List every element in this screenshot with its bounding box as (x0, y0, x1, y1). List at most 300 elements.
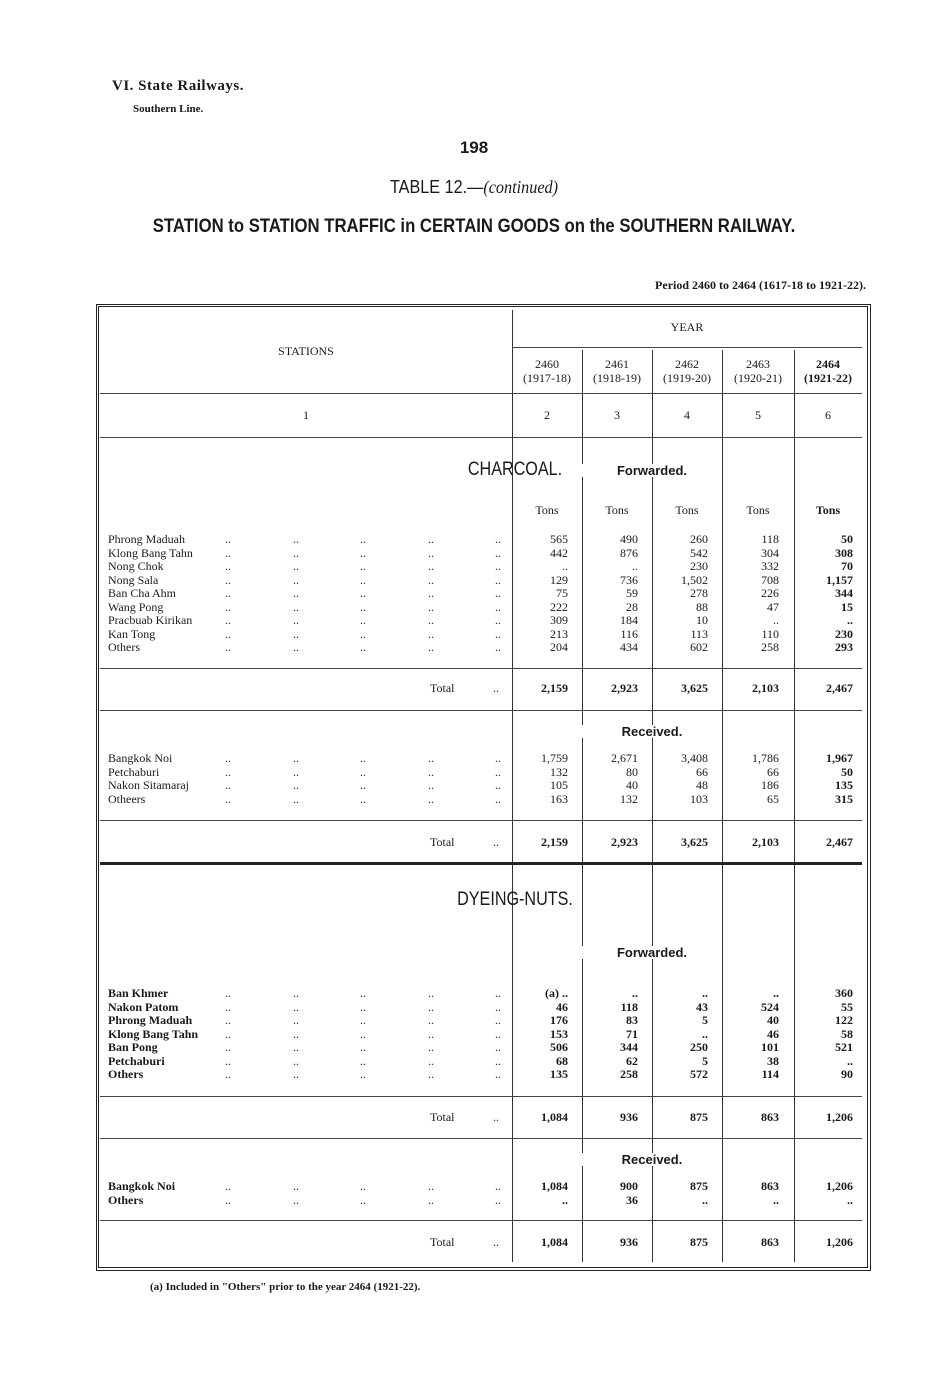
leader-dots: .. (360, 586, 366, 600)
station-name: Nakon Patom (108, 999, 179, 1014)
leader-dots: .. (428, 791, 434, 806)
leader-dots: .. (225, 559, 231, 573)
column-divider (652, 350, 653, 1262)
total-value: 1,084 (541, 1235, 568, 1249)
total-value: 1,206 (826, 1110, 853, 1124)
footnote: (a) Included in "Others" prior to the year 2464 (1921-22). (150, 1281, 421, 1293)
leader-dots: .. (360, 1067, 366, 1081)
year-ce: (1921-22) (804, 371, 852, 385)
leader-dots: .. (293, 1179, 299, 1193)
total-value: 2,467 (826, 835, 853, 849)
cell-value: 258 (620, 1067, 638, 1081)
leader-dots: .. (428, 1040, 434, 1054)
cell-value: 46 (556, 999, 568, 1014)
cell-value: 46 (767, 1026, 779, 1041)
leader-dots: .. (293, 1013, 299, 1027)
leader-dots: .. (293, 640, 299, 654)
leader-dots: .. (428, 1192, 434, 1207)
column-number: 3 (614, 408, 620, 422)
cell-value: 708 (761, 572, 779, 587)
leader-dots: .. (225, 764, 231, 779)
leader-dots: .. (493, 1235, 499, 1249)
station-name: Otheers (108, 791, 146, 806)
year-be: 2464 (816, 357, 840, 371)
total-label: Total (430, 681, 455, 695)
unit-label: Tons (815, 503, 841, 517)
total-label: Total (430, 1110, 455, 1124)
cell-value: 222 (550, 599, 568, 614)
cell-value: 38 (767, 1053, 779, 1068)
unit-label: Tons (605, 503, 629, 517)
leader-dots: .. (428, 599, 434, 614)
cell-value: 213 (550, 626, 568, 641)
leader-dots: .. (225, 613, 231, 627)
year-be: 2460 (535, 357, 559, 371)
block-label: Received. (582, 1153, 722, 1166)
cell-value: 55 (841, 999, 853, 1014)
cell-value: 118 (761, 532, 779, 546)
cell-value: 10 (696, 613, 708, 627)
cell-value: 75 (556, 586, 568, 600)
cell-value: 1,967 (826, 751, 853, 765)
leader-dots: .. (493, 681, 499, 695)
cell-value: 521 (835, 1040, 853, 1054)
cell-value: 153 (550, 1026, 568, 1041)
leader-dots: .. (495, 986, 501, 1000)
leader-dots: .. (495, 572, 501, 587)
leader-dots: .. (225, 986, 231, 1000)
cell-value: 900 (620, 1179, 638, 1193)
leader-dots: .. (495, 1026, 501, 1041)
leader-dots: .. (360, 572, 366, 587)
cell-value: 66 (696, 764, 708, 779)
section-heading: VI. State Railways. (112, 78, 244, 94)
rule (100, 710, 862, 711)
station-name: Kan Tong (108, 626, 156, 641)
year-ce: (1920-21) (734, 371, 782, 385)
cell-value: 116 (620, 626, 638, 641)
leader-dots: .. (225, 640, 231, 654)
leader-dots: .. (225, 1013, 231, 1027)
total-value: 2,923 (611, 835, 638, 849)
cell-value: 309 (550, 613, 568, 627)
total-value: 2,103 (752, 835, 779, 849)
cell-value: 83 (626, 1013, 638, 1027)
cell-value: 50 (841, 532, 853, 546)
leader-dots: .. (225, 532, 231, 546)
leader-dots: .. (293, 1053, 299, 1068)
cell-value: 304 (761, 545, 779, 560)
leader-dots: .. (225, 626, 231, 641)
leader-dots: .. (428, 764, 434, 779)
cell-value: 332 (761, 559, 779, 573)
cell-value: 48 (696, 778, 708, 792)
total-value: 863 (761, 1110, 779, 1124)
cell-value: 230 (690, 559, 708, 573)
leader-dots: .. (495, 1192, 501, 1207)
cell-value: 132 (620, 791, 638, 806)
cell-value: 863 (761, 1179, 779, 1193)
cell-value: 163 (550, 791, 568, 806)
leader-dots: .. (495, 545, 501, 560)
cell-value: 122 (835, 1013, 853, 1027)
table-label (47, 177, 900, 198)
leader-dots: .. (225, 1179, 231, 1193)
rule (100, 1096, 862, 1097)
total-value: 2,467 (826, 681, 853, 695)
leader-dots: .. (360, 626, 366, 641)
leader-dots: .. (495, 532, 501, 546)
leader-dots: .. (428, 1067, 434, 1081)
cell-value: 65 (767, 791, 779, 806)
station-name: Phrong Maduah (108, 1013, 193, 1027)
station-name: Wang Pong (108, 599, 164, 614)
cell-value: .. (632, 986, 638, 1000)
total-value: 936 (620, 1110, 638, 1124)
leader-dots: .. (360, 778, 366, 792)
leader-dots: .. (293, 1067, 299, 1081)
cell-value: 1,759 (541, 751, 568, 765)
leader-dots: .. (495, 586, 501, 600)
station-name: Klong Bang Tahn (108, 545, 193, 560)
rule (512, 347, 862, 348)
leader-dots: .. (293, 613, 299, 627)
leader-dots: .. (293, 999, 299, 1014)
rule (100, 1138, 862, 1139)
rule (100, 437, 862, 438)
cell-value: 43 (696, 999, 708, 1014)
cell-value: 113 (690, 626, 708, 641)
leader-dots: .. (360, 1192, 366, 1207)
station-name: Petchaburi (108, 764, 160, 779)
leader-dots: .. (428, 532, 434, 546)
leader-dots: .. (360, 1179, 366, 1193)
cell-value: 80 (626, 764, 638, 779)
cell-value: 490 (620, 532, 638, 546)
total-value: 2,159 (541, 835, 568, 849)
station-name: Bangkok Noi (108, 1179, 176, 1193)
total-value: 3,625 (681, 835, 708, 849)
leader-dots: .. (428, 751, 434, 765)
cell-value: 736 (620, 572, 638, 587)
leader-dots: .. (293, 559, 299, 573)
cell-value: .. (562, 559, 568, 573)
year-ce: (1919-20) (663, 371, 711, 385)
leader-dots: .. (293, 764, 299, 779)
year-be: 2461 (605, 357, 629, 371)
station-name: Others (108, 1192, 144, 1207)
cell-value: 5 (702, 1013, 708, 1027)
station-name: Nakon Sitamaraj (108, 778, 189, 792)
leader-dots: .. (493, 1110, 499, 1124)
column-divider (722, 350, 723, 1262)
table-continued: (continued) (483, 177, 559, 197)
leader-dots: .. (428, 545, 434, 560)
cell-value: 278 (690, 586, 708, 600)
leader-dots: .. (495, 778, 501, 792)
leader-dots: .. (495, 791, 501, 806)
station-name: Ban Pong (108, 1040, 158, 1054)
leader-dots: .. (225, 778, 231, 792)
leader-dots: .. (225, 1067, 231, 1081)
station-name: Bangkok Noi (108, 751, 173, 765)
section-title: CHARCOAL. (467, 459, 563, 480)
column-divider (582, 350, 583, 1262)
page-number: 198 (459, 138, 489, 157)
cell-value: 434 (620, 640, 638, 654)
leader-dots: .. (495, 764, 501, 779)
cell-value: 40 (626, 778, 638, 792)
station-name: Ban Khmer (108, 986, 169, 1000)
cell-value: 59 (626, 586, 638, 600)
block-label: Forwarded. (582, 946, 722, 959)
cell-value: 506 (550, 1040, 568, 1054)
cell-value: .. (702, 1192, 708, 1207)
leader-dots: .. (293, 751, 299, 765)
stations-header: STATIONS (278, 344, 334, 358)
unit-label: Tons (675, 503, 699, 517)
year-ce: (1918-19) (593, 371, 641, 385)
cell-value: 176 (550, 1013, 568, 1027)
cell-value: 129 (550, 572, 568, 587)
leader-dots: .. (360, 986, 366, 1000)
cell-value: 542 (690, 545, 708, 560)
line-heading: Southern Line. (133, 103, 204, 115)
leader-dots: .. (495, 1067, 501, 1081)
leader-dots: .. (293, 1040, 299, 1054)
cell-value: 442 (550, 545, 568, 560)
leader-dots: .. (495, 1179, 501, 1193)
leader-dots: .. (293, 778, 299, 792)
cell-value: 1,084 (541, 1179, 568, 1193)
leader-dots: .. (428, 559, 434, 573)
cell-value: 68 (556, 1053, 568, 1068)
cell-value: 250 (690, 1040, 708, 1054)
leader-dots: .. (293, 986, 299, 1000)
cell-value: 308 (835, 545, 853, 560)
leader-dots: .. (225, 545, 231, 560)
table-number: TABLE 12.— (389, 177, 484, 197)
leader-dots: .. (225, 1192, 231, 1207)
period-note: Period 2460 to 2464 (1617-18 to 1921-22). (655, 278, 866, 292)
column-number: 6 (825, 408, 831, 422)
column-number: 4 (684, 408, 690, 422)
leader-dots: .. (360, 751, 366, 765)
cell-value: 2,671 (611, 751, 638, 765)
leader-dots: .. (225, 791, 231, 806)
station-name: Others (108, 640, 140, 654)
leader-dots: .. (293, 626, 299, 641)
station-name: Phrong Maduah (108, 532, 185, 546)
leader-dots: .. (428, 1179, 434, 1193)
year-be: 2463 (746, 357, 770, 371)
total-value: 863 (761, 1235, 779, 1249)
cell-value: 114 (761, 1067, 779, 1081)
cell-value: 258 (761, 640, 779, 654)
station-name: Ban Cha Ahm (108, 586, 176, 600)
cell-value: 260 (690, 532, 708, 546)
leader-dots: .. (495, 751, 501, 765)
column-number: 5 (755, 408, 761, 422)
leader-dots: .. (495, 1013, 501, 1027)
leader-dots: .. (293, 586, 299, 600)
cell-value: 5 (702, 1053, 708, 1068)
leader-dots: .. (360, 559, 366, 573)
rule (100, 820, 862, 821)
cell-value: 1,206 (826, 1179, 853, 1193)
cell-value: 186 (761, 778, 779, 792)
leader-dots: .. (360, 1053, 366, 1068)
leader-dots: .. (428, 572, 434, 587)
leader-dots: .. (495, 1053, 501, 1068)
cell-value: 28 (626, 599, 638, 614)
block-label: Forwarded. (582, 464, 722, 477)
cell-value: 36 (626, 1192, 638, 1207)
leader-dots: .. (360, 999, 366, 1014)
total-value: 2,159 (541, 681, 568, 695)
cell-value: 360 (835, 986, 853, 1000)
unit-label: Tons (746, 503, 770, 517)
leader-dots: .. (495, 559, 501, 573)
leader-dots: .. (495, 599, 501, 614)
cell-value: .. (773, 613, 779, 627)
cell-value: .. (562, 1192, 568, 1207)
total-value: 875 (690, 1235, 708, 1249)
cell-value: 524 (761, 999, 779, 1014)
cell-value: 602 (690, 640, 708, 654)
cell-value: .. (847, 1192, 853, 1207)
cell-value: 293 (835, 640, 853, 654)
cell-value: 15 (841, 599, 853, 614)
leader-dots: .. (360, 545, 366, 560)
cell-value: 344 (620, 1040, 638, 1054)
cell-value: 103 (690, 791, 708, 806)
cell-value: 1,786 (752, 751, 779, 765)
table-title: STATION to STATION TRAFFIC in CERTAIN GOODS on the SOUTHERN RAILWAY. (152, 216, 796, 237)
column-number: 1 (303, 408, 309, 422)
cell-value: (a) .. (545, 986, 568, 1000)
leader-dots: .. (360, 532, 366, 546)
station-name: Pracbuab Kirikan (108, 613, 193, 627)
total-value: 1,206 (826, 1235, 853, 1249)
cell-value: 58 (841, 1026, 853, 1041)
leader-dots: .. (293, 572, 299, 587)
leader-dots: .. (225, 1040, 231, 1054)
column-divider (794, 350, 795, 1262)
cell-value: .. (773, 1192, 779, 1207)
leader-dots: .. (360, 613, 366, 627)
cell-value: 110 (761, 626, 779, 641)
station-name: Klong Bang Tahn (108, 1026, 199, 1041)
cell-value: 118 (620, 999, 638, 1014)
leader-dots: .. (428, 986, 434, 1000)
leader-dots: .. (225, 1026, 231, 1041)
column-number: 2 (544, 408, 550, 422)
cell-value: .. (702, 986, 708, 1000)
cell-value: 135 (835, 778, 853, 792)
leader-dots: .. (360, 640, 366, 654)
leader-dots: .. (428, 613, 434, 627)
leader-dots: .. (293, 545, 299, 560)
leader-dots: .. (293, 532, 299, 546)
total-value: 875 (690, 1110, 708, 1124)
cell-value: 132 (550, 764, 568, 779)
cell-value: 135 (550, 1067, 568, 1081)
leader-dots: .. (293, 599, 299, 614)
leader-dots: .. (225, 586, 231, 600)
cell-value: 47 (767, 599, 779, 614)
leader-dots: .. (428, 999, 434, 1014)
leader-dots: .. (428, 586, 434, 600)
cell-value: 50 (841, 764, 853, 779)
rule (100, 862, 862, 865)
cell-value: .. (632, 559, 638, 573)
cell-value: 230 (835, 626, 853, 641)
year-header: YEAR (670, 320, 704, 334)
cell-value: 1,157 (826, 572, 853, 587)
leader-dots: .. (428, 626, 434, 641)
cell-value: 88 (696, 599, 708, 614)
leader-dots: .. (360, 791, 366, 806)
leader-dots: .. (360, 764, 366, 779)
leader-dots: .. (293, 1026, 299, 1041)
station-name: Others (108, 1067, 144, 1081)
leader-dots: .. (428, 1053, 434, 1068)
leader-dots: .. (360, 1013, 366, 1027)
total-value: 2,923 (611, 681, 638, 695)
leader-dots: .. (428, 778, 434, 792)
year-be: 2462 (675, 357, 699, 371)
leader-dots: .. (225, 1053, 231, 1068)
cell-value: 101 (761, 1040, 779, 1054)
total-value: 936 (620, 1235, 638, 1249)
leader-dots: .. (225, 599, 231, 614)
block-label: Received. (582, 725, 722, 738)
leader-dots: .. (225, 751, 231, 765)
cell-value: 3,408 (681, 751, 708, 765)
rule (100, 668, 862, 669)
leader-dots: .. (360, 1026, 366, 1041)
leader-dots: .. (495, 999, 501, 1014)
station-name: Petchaburi (108, 1053, 165, 1068)
leader-dots: .. (495, 613, 501, 627)
leader-dots: .. (495, 640, 501, 654)
leader-dots: .. (225, 572, 231, 587)
leader-dots: .. (360, 599, 366, 614)
leader-dots: .. (493, 835, 499, 849)
cell-value: 70 (841, 559, 853, 573)
cell-value: 875 (690, 1179, 708, 1193)
leader-dots: .. (428, 1026, 434, 1041)
total-value: 2,103 (752, 681, 779, 695)
cell-value: 565 (550, 532, 568, 546)
cell-value: 66 (767, 764, 779, 779)
cell-value: 105 (550, 778, 568, 792)
cell-value: 204 (550, 640, 568, 654)
section-title: DYEING-NUTS. (457, 889, 573, 910)
cell-value: .. (847, 613, 853, 627)
cell-value: 71 (626, 1026, 638, 1041)
cell-value: 572 (690, 1067, 708, 1081)
cell-value: 226 (761, 586, 779, 600)
total-label: Total (430, 835, 455, 849)
cell-value: 90 (841, 1067, 853, 1081)
leader-dots: .. (495, 1040, 501, 1054)
cell-value: .. (773, 986, 779, 1000)
station-name: Nong Sala (108, 572, 159, 587)
leader-dots: .. (428, 640, 434, 654)
cell-value: 184 (620, 613, 638, 627)
